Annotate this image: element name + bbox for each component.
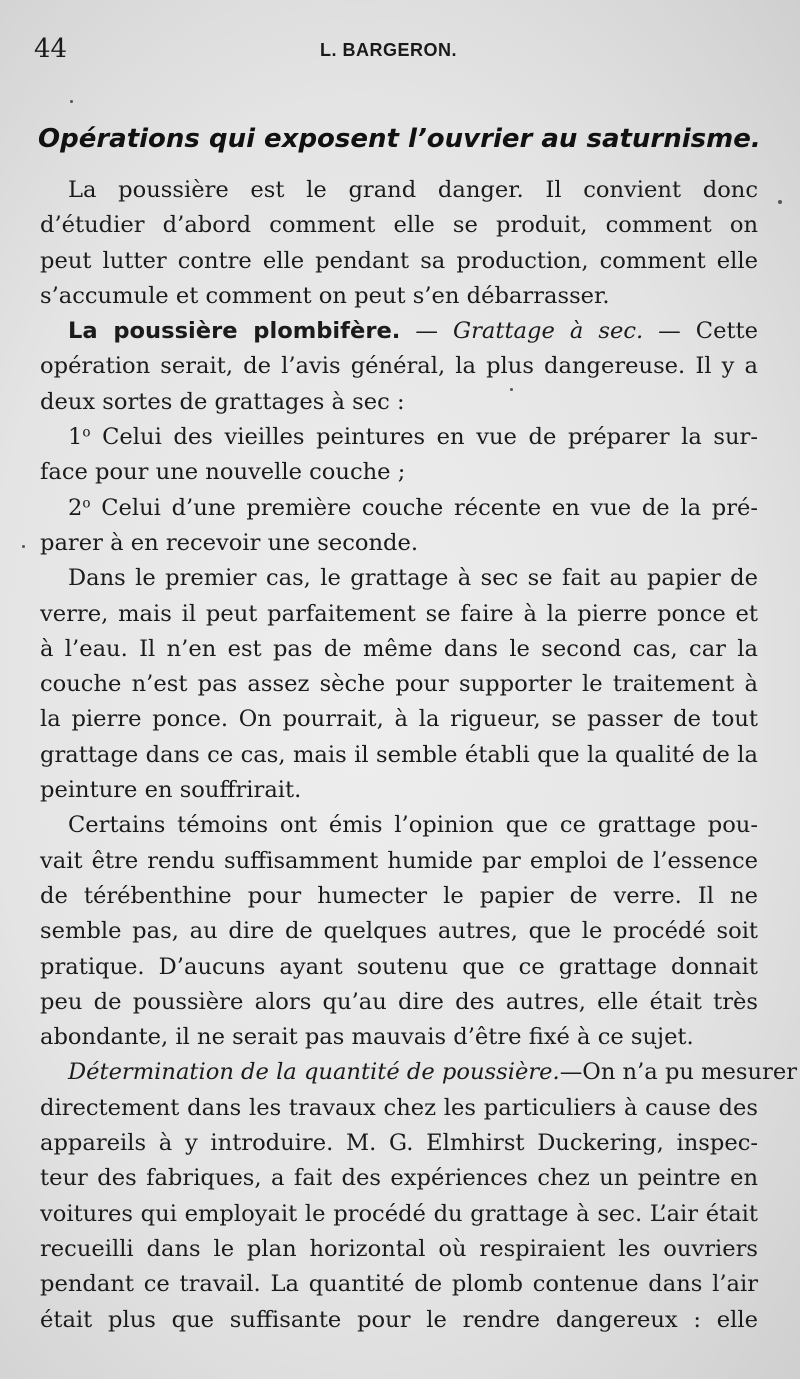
text-line: appareils à y introduire. M. G. Elmhirst Duckering, inspec-: [40, 1130, 758, 1157]
text-line: opération serait, de l’avis général, la plus dangereuse. Il y a: [40, 353, 758, 380]
text-line: Certains témoins ont émis l’opinion que ce grattage pou-: [68, 812, 758, 839]
item-text: Celui des vieilles peintures en vue de préparer la sur-: [90, 424, 758, 451]
text-line: semble pas, au dire de quelques autres, que le procédé soit: [40, 918, 758, 945]
text-line: peinture en souffrirait.: [40, 777, 302, 804]
print-speck: [778, 200, 782, 204]
item-text: Celui d’une première couche récente en vue de la pré-: [90, 494, 758, 521]
page-number: 44: [34, 34, 68, 64]
text-line: verre, mais il peut parfaitement se faire à la pierre ponce et: [40, 600, 758, 627]
text-line: voitures qui employait le procédé du grattage à sec. L’air était: [40, 1200, 758, 1227]
list-item-line: [40, 491, 758, 526]
text-line: abondante, il ne serait pas mauvais d’être fixé à ce sujet.: [40, 1024, 694, 1051]
subheading-line: [40, 314, 758, 349]
text-line: la pierre ponce. On pourrait, à la rigueur, se passer de tout: [40, 706, 758, 733]
text-line: pendant ce travail. La quantité de plomb contenue dans l’air: [40, 1271, 758, 1298]
print-speck: [70, 100, 73, 103]
text-line: peut lutter contre elle pendant sa production, comment elle: [40, 247, 758, 274]
page-header: [34, 34, 760, 74]
text-line: de térébenthine pour humecter le papier de verre. Il ne: [40, 882, 758, 909]
text-line: vait être rendu suffisamment humide par emploi de l’essence: [40, 847, 758, 874]
text-line: s’accumule et comment on peut s’en débarrasser.: [40, 282, 610, 309]
item-number: 2: [68, 494, 83, 521]
print-speck: [510, 388, 513, 391]
text-line: grattage dans ce cas, mais il semble établi que la qualité de la: [40, 741, 758, 768]
subheading-bold: La poussière plombifère.: [68, 318, 401, 345]
subheading-rest: — Cette: [643, 318, 758, 345]
text-line: Dans le premier cas, le grattage à sec se fait au papier de: [68, 565, 758, 592]
text-line: directement dans les travaux chez les particuliers à cause des: [40, 1094, 758, 1121]
item-number: 1: [68, 424, 83, 451]
text-line: d’étudier d’abord comment elle se produit, comment on: [40, 212, 758, 239]
subheading-dash: —: [400, 318, 454, 345]
item-ordinal: o: [82, 495, 91, 512]
list-item-line: [40, 420, 758, 455]
running-head: L. BARGERON.: [320, 40, 458, 60]
text-line: peu de poussière alors qu’au dire des autres, elle était très: [40, 988, 758, 1015]
text-line: recueilli dans le plan horizontal où respiraient les ouvriers: [40, 1235, 758, 1262]
text-line: couche n’est pas assez sèche pour supporter le traitement à: [40, 671, 758, 698]
text-line: était plus que suffisante pour le rendre dangereux : elle: [40, 1306, 758, 1333]
body-text: [40, 173, 798, 1338]
text-line: deux sortes de grattages à sec :: [40, 388, 405, 415]
text-line: parer à en recevoir une seconde.: [40, 529, 419, 556]
section-title: Opérations qui exposent l’ouvrier au saturnisme.: [38, 124, 761, 154]
item-ordinal: o: [82, 424, 91, 441]
text-line: à l’eau. Il n’en est pas de même dans le second cas, car la: [40, 635, 758, 662]
text-line: La poussière est le grand danger. Il convient donc: [68, 177, 758, 203]
print-speck: [22, 545, 25, 548]
text-line: face pour une nouvelle couche ;: [40, 459, 406, 486]
subheading-italic: Grattage à sec.: [453, 318, 644, 345]
text-line: pratique. D’aucuns ayant soutenu que ce grattage donnait: [40, 953, 758, 980]
subheading-rest: —On n’a pu mesurer: [559, 1059, 798, 1086]
text-line: teur des fabriques, a fait des expériences chez un peintre en: [40, 1165, 758, 1192]
subheading-line: [40, 1055, 798, 1090]
subheading-italic: Détermination de la quantité de poussière.: [68, 1059, 560, 1086]
